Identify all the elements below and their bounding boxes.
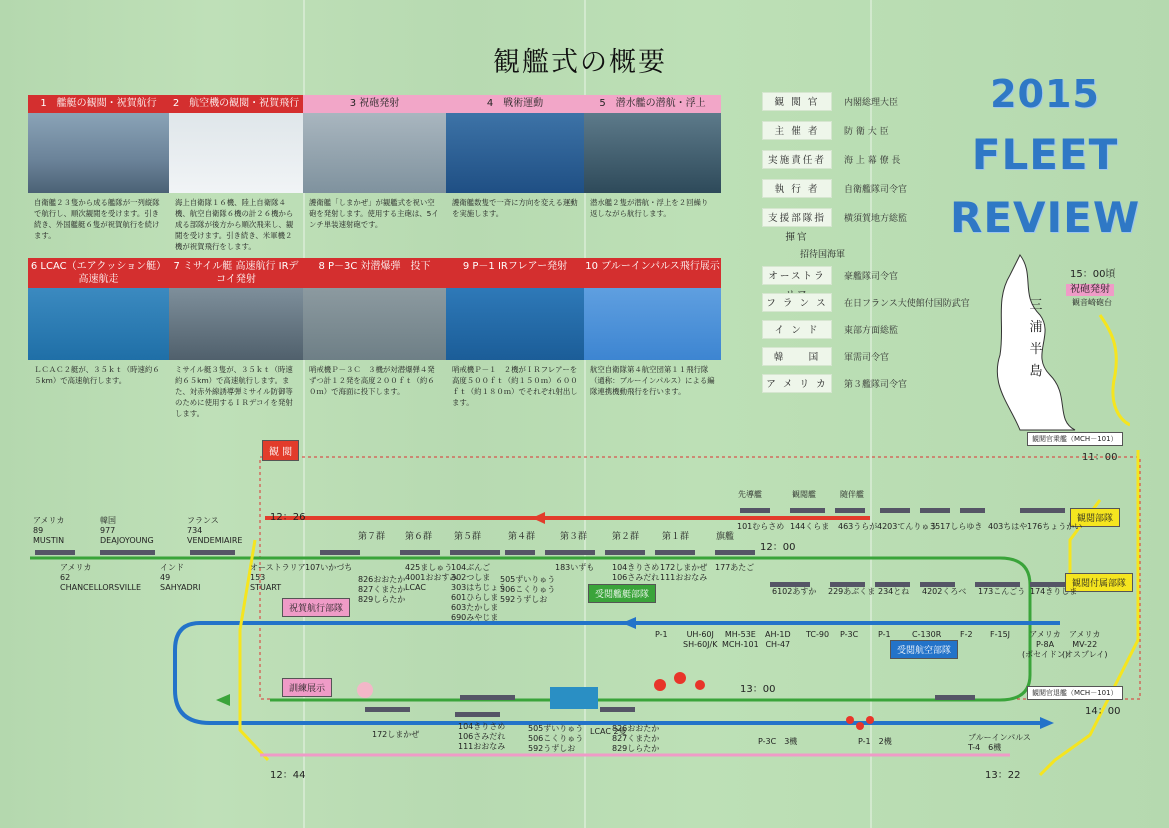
sendou-label: 先導艦 — [738, 490, 762, 499]
event-panel — [446, 95, 584, 223]
panel-heading: 2 航空機の観閲・祝賀飛行 — [169, 95, 303, 113]
event-panel — [584, 258, 721, 401]
kanetsu-ship: 4203てんりゅう — [877, 522, 938, 531]
official-row — [762, 150, 900, 169]
group-label: 第２群 — [612, 532, 640, 542]
official-person: 横須賀地方総監 — [844, 214, 908, 224]
salute-place: 観音崎砲台 — [1072, 298, 1112, 307]
panel-photo — [303, 113, 446, 193]
panel-heading: 5 潜水艦の潜航・浮上 — [584, 95, 721, 113]
guest-row — [762, 374, 907, 393]
panel-photo — [303, 288, 446, 360]
panel-description: 海上自衛隊１６機、陸上自衛隊４機、航空自衛隊６機の計２６機から成る部隊が後方から順次飛来し、観閲を受けます。引き続き、米軍機２機が祝賀飛行をします。 — [175, 198, 294, 251]
guest-commander: 第３艦隊司令官 — [844, 380, 908, 390]
foreign-ship-bottom: 62 — [60, 573, 71, 582]
kanetsu-butai-label: 観閲部隊 — [1070, 508, 1120, 527]
aircraft-label: AH-1D CH-47 — [765, 630, 791, 649]
kunren-label: 訓練展示 — [282, 678, 332, 697]
official-role: 主 催 者 — [762, 121, 832, 140]
group-label: 第７群 — [358, 532, 386, 542]
kanetsu-ship: 176ちょうかい — [1027, 522, 1083, 531]
guest-country: 韓 国 — [762, 347, 832, 366]
zuihan-label: 随伴艦 — [840, 490, 864, 499]
fuzoku-ship: 6102あすか — [772, 587, 817, 596]
foreign-ship-bottom: オーストラリア — [250, 563, 306, 572]
event-panel — [303, 95, 446, 234]
panel-description: 潜水艦２隻が潜航・浮上を２回繰り返しながら航行します。 — [590, 198, 709, 218]
group-ships: 107いかづち — [305, 563, 353, 572]
aircraft-label: アメリカ P-8A (ポセイドン) — [1022, 630, 1069, 659]
guest-commander: 東部方面総監 — [844, 326, 899, 336]
kouku-butai-label: 受閲航空部隊 — [890, 640, 958, 659]
foreign-ship-bottom: CHANCELLORSVILLE — [60, 583, 142, 592]
guest-country: ア メ リ カ — [762, 374, 832, 393]
training-item: P-3C 3機 — [758, 737, 798, 746]
foreign-ship-bottom: インド — [160, 563, 184, 572]
aircraft-label: UH-60J SH-60J/K — [683, 630, 718, 649]
group-label: 第４群 — [508, 532, 536, 542]
foreign-ship-bottom: SAHYADRI — [160, 583, 201, 592]
reviewer-board-label: 観閲官乗艦（MCH－101） — [1027, 432, 1123, 446]
official-role: 観 閲 官 — [762, 92, 832, 111]
panel-photo — [28, 113, 169, 193]
fleet-review-line2: FLEET — [971, 130, 1119, 179]
official-person: 防 衛 大 臣 — [844, 127, 889, 137]
panel-description: 哨戒機Ｐ－１ ２機がＩＲフレアーを高度５００ｆｔ（約１５０ｍ）６００ｆｔ（約１８０ｍ）でそれぞれ射出します。 — [452, 365, 578, 407]
panel-photo — [169, 113, 303, 193]
time-1400: 14：00 — [1085, 706, 1121, 717]
guest-commander: 軍需司令官 — [844, 353, 890, 363]
event-panel — [28, 95, 169, 245]
foreign-ship-top: アメリカ — [33, 516, 65, 525]
group-label: 第６群 — [405, 532, 433, 542]
event-panel — [28, 258, 169, 390]
fuzoku-ship: 229あぶくま — [828, 587, 876, 596]
group-ships: 183いずも — [555, 563, 595, 572]
foreign-ship-bottom: STUART — [250, 583, 282, 592]
panel-photo — [28, 288, 169, 360]
panel-heading: 3 祝砲発射 — [303, 95, 446, 113]
aircraft-label: P-3C — [840, 630, 859, 639]
guest-row — [762, 266, 898, 285]
aircraft-label: C-130R — [912, 630, 942, 639]
time-1200: 12：00 — [760, 542, 796, 553]
panel-heading: 6 LCAC（エアクッション艇）高速航走 — [28, 258, 169, 288]
training-item: 505ずいりゅう 506こくりゅう 592うずしお — [528, 724, 584, 753]
time-1226: 12：26 — [270, 512, 306, 523]
group-label: 第３群 — [560, 532, 588, 542]
foreign-ship-top: 89 — [33, 526, 44, 535]
fuzoku-ship: 174きりしま — [1030, 587, 1078, 596]
panel-heading: 1 艦艇の観閲・祝賀航行 — [28, 95, 169, 113]
panel-heading: 8 P－3C 対潜爆弾 投下 — [303, 258, 446, 288]
foreign-ship-bottom: 153 — [250, 573, 266, 582]
aircraft-label: F-2 — [960, 630, 973, 639]
foreign-ship-top: VENDEMIAIRE — [187, 536, 243, 545]
training-item: P-1 2機 — [858, 737, 892, 746]
salute-time: 15：00頃 — [1070, 269, 1116, 280]
fleet-review-year: 2015 — [990, 72, 1100, 116]
guest-commander: 在日フランス大使館付国防武官 — [844, 299, 970, 309]
group-label: 第５群 — [454, 532, 482, 542]
group-ships: 425ましゅう 4001おおすみ LCAC — [405, 563, 458, 592]
group-label: 第１群 — [662, 532, 690, 542]
aircraft-label: アメリカ MV-22 (オスプレイ) — [1062, 630, 1108, 659]
group-ships: 505ずいりゅう 506こくりゅう 592うずしお — [500, 575, 556, 604]
reviewer-leave-label: 観閲官退艦（MCH－101） — [1027, 686, 1123, 700]
shukuga-butai-label: 祝賀航行部隊 — [282, 598, 350, 617]
kanetsu-label: 観 閲 — [262, 440, 299, 461]
kanetsu-ship: 403ちはや — [988, 522, 1028, 531]
foreign-ship-top: 韓国 — [100, 516, 116, 525]
official-person: 海 上 幕 僚 長 — [844, 156, 901, 166]
time-1244: 12：44 — [270, 770, 306, 781]
training-item: 172しまかぜ — [372, 730, 420, 739]
guest-commander: 豪艦隊司令官 — [844, 272, 899, 282]
aircraft-label: F-15J — [990, 630, 1011, 639]
kanetsukan-label: 観閲艦 — [792, 490, 816, 499]
foreign-ship-top: DEAJOYOUNG — [100, 536, 154, 545]
panel-description: 航空自衛隊第４航空団第１１飛行隊（通称：ブルーインパルス）による編隊連携機動飛行を行います。 — [590, 365, 715, 396]
guest-row — [762, 320, 898, 339]
official-person: 内閣総理大臣 — [844, 98, 899, 108]
official-row — [762, 92, 898, 111]
group-ships: 104ぶんご 302つしま 303はちじょう 601ひらしま 603たかしま 690みやじま — [451, 563, 507, 622]
fuzoku-ship: 234とね — [878, 587, 910, 596]
kanetsu-ship: 144くらま — [790, 522, 830, 531]
guest-country: オーストラ — [762, 266, 832, 285]
panel-description: 護衛艦「しまかぜ」が観艦式を祝い空砲を発射します。使用する主砲は、5インチ単装速射砲です。 — [309, 198, 439, 229]
event-panel — [169, 95, 303, 256]
panel-description: ミサイル艇３隻が、３５ｋｔ（時速約６５km）で高速航行します。また、対赤外線誘導弾ミサイル防御等のために使用するＩＲデコイを発射します。 — [175, 365, 293, 418]
time-1322: 13：22 — [985, 770, 1021, 781]
aircraft-label: MH-53E MCH-101 — [722, 630, 759, 649]
panel-photo — [446, 288, 584, 360]
panel-heading: 9 P－1 IRフレアー発射 — [446, 258, 584, 288]
panel-heading: 10 ブルーインパルス飛行展示 — [584, 258, 721, 288]
jukan-butai-label: 受閲艦艇部隊 — [588, 584, 656, 603]
kanetsu-ship: 101むらさめ — [737, 522, 785, 531]
training-item: 826おおたか 827くまたか 829しらたか — [612, 724, 660, 753]
foreign-ship-bottom: アメリカ — [60, 563, 92, 572]
official-row — [762, 121, 889, 140]
group-ships: 172しまかぜ 111おおなみ — [660, 563, 708, 582]
guest-country: フ ラ ン ス — [762, 293, 832, 312]
group-ships: 177あたご — [715, 563, 755, 572]
training-item: LCAC 2隻 — [590, 727, 627, 736]
salute-label: 祝砲発射 — [1066, 284, 1114, 296]
training-item: 104きりさめ 106さみだれ 111おおなみ — [458, 722, 506, 751]
kanetsu-ship: 463うらが — [838, 522, 878, 531]
kanetsu-ship: 3517しらゆき — [930, 522, 983, 531]
guests-heading: 招待国海軍 — [800, 250, 846, 260]
page-title: 観艦式の概要 — [493, 47, 667, 78]
panel-description: 哨戒機Ｐ－３Ｃ ３機が対潜爆弾４発ずつ計１２発を高度２００ｆｔ（約６０ｍ）で海面に投下します。 — [309, 365, 435, 396]
foreign-ship-top: 977 — [100, 526, 116, 535]
aircraft-label: TC-90 — [806, 630, 830, 639]
panel-heading: 4 戦術運動 — [446, 95, 584, 113]
fuzoku-butai-label: 観閲付属部隊 — [1065, 573, 1133, 592]
event-panel — [584, 95, 721, 223]
fuzoku-ship: 173こんごう — [978, 587, 1026, 596]
time-1100: 11：00 — [1082, 452, 1118, 463]
panel-description: 護衛艦数隻で一斉に方向を変える運動を実施します。 — [452, 198, 578, 218]
training-item: ブルーインパルス T-4 6機 — [968, 733, 1031, 752]
group-ships: 826おおたか 827くまたか 829しらたか — [358, 575, 406, 604]
panel-photo — [584, 288, 721, 360]
aircraft-label: P-1 — [878, 630, 891, 639]
guest-row — [762, 347, 889, 366]
fleet-review-line3: REVIEW — [950, 193, 1141, 242]
official-person: 自衛艦隊司令官 — [844, 185, 908, 195]
event-panel — [303, 258, 446, 401]
official-row — [762, 208, 908, 243]
event-panel — [446, 258, 584, 412]
group-label: 旗艦 — [716, 532, 735, 542]
fuzoku-ship: 4202くろべ — [922, 587, 967, 596]
foreign-ship-top: フランス — [187, 516, 219, 525]
panel-photo — [169, 288, 303, 360]
foreign-ship-top: 734 — [187, 526, 203, 535]
aircraft-label: P-1 — [655, 630, 668, 639]
panel-description: ＬＣＡＣ２艇が、３５ｋｔ（時速約６５km）で高速航行します。 — [34, 365, 160, 385]
panel-photo — [584, 113, 721, 193]
foreign-ship-top: MUSTIN — [33, 536, 65, 545]
group-ships: 104きりさめ 106さみだれ — [612, 563, 660, 582]
panel-description: 自衛艦２３隻から成る艦隊が一列縦隊で航行し、順次観閲を受けます。引き続き、外国艦艇６隻が祝賀航行を続けます。 — [34, 198, 160, 240]
foreign-ship-bottom: 49 — [160, 573, 171, 582]
event-panel — [169, 258, 303, 423]
guest-country: イ ン ド — [762, 320, 832, 339]
peninsula-label: 三浦半島 — [1029, 298, 1043, 379]
official-role: 執 行 者 — [762, 179, 832, 198]
panel-photo — [446, 113, 584, 193]
panel-heading: 7 ミサイル艇 高速航行 IRデコイ発射 — [169, 258, 303, 288]
official-row — [762, 179, 907, 198]
official-role: 支援部隊指揮官 — [762, 208, 832, 227]
guest-row — [762, 293, 970, 312]
time-1300: 13：00 — [740, 684, 776, 695]
official-role: 実施責任者 — [762, 150, 832, 169]
